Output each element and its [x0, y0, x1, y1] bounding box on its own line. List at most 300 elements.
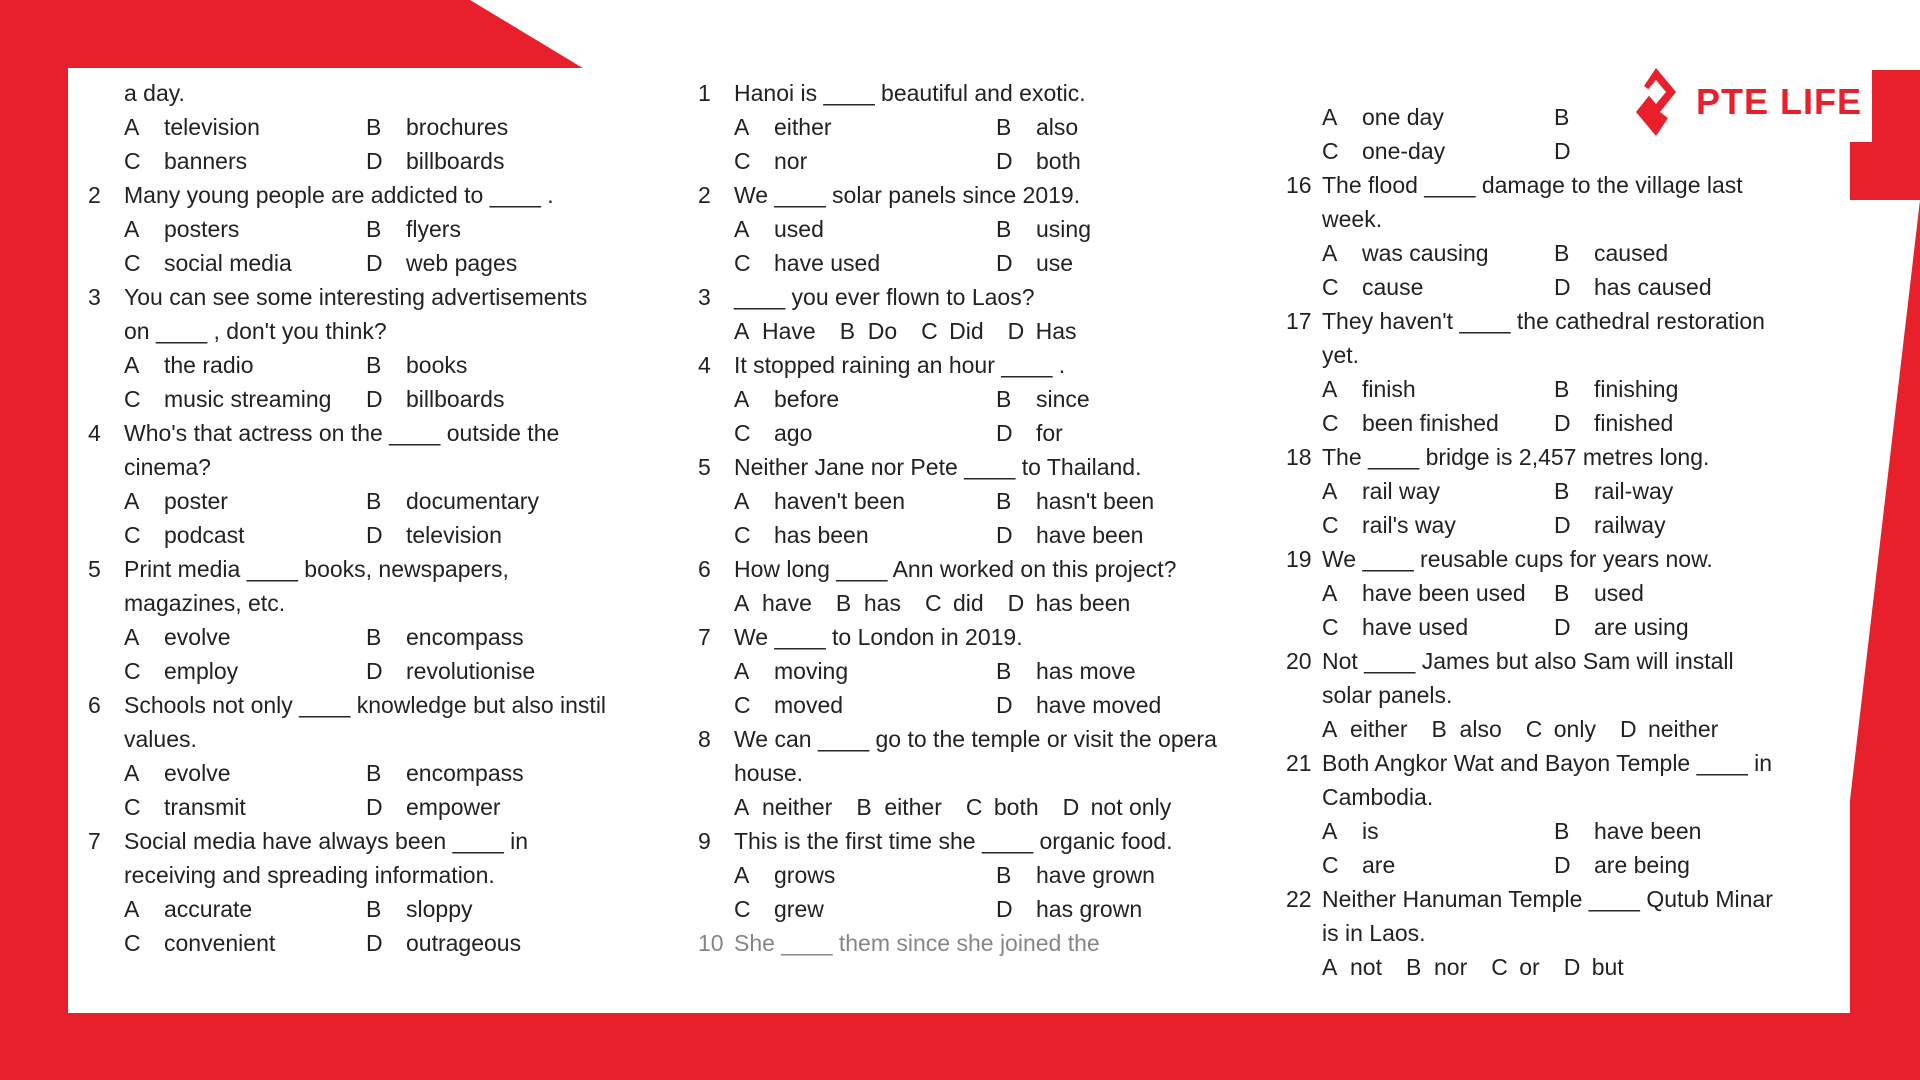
option-letter: A: [124, 114, 140, 140]
option-d[interactable]: [366, 654, 608, 688]
answer-options: [88, 348, 608, 416]
option-letter: C: [124, 250, 141, 276]
option-b[interactable]: [366, 110, 608, 144]
option-a[interactable]: [734, 314, 816, 348]
answer-options: [698, 484, 1258, 552]
question-number: 20: [1286, 648, 1312, 674]
option-text: or: [1519, 954, 1540, 980]
option-text: either: [774, 114, 832, 140]
option-a[interactable]: [124, 348, 366, 382]
option-text: moved: [774, 692, 844, 718]
option-text: has grown: [1036, 896, 1143, 922]
option-text: evolve: [164, 760, 231, 786]
option-text: encompass: [406, 624, 524, 650]
option-text: rail's way: [1362, 512, 1456, 538]
option-letter: A: [734, 216, 750, 242]
option-letter: A: [124, 760, 140, 786]
option-a[interactable]: [124, 892, 366, 926]
option-b[interactable]: [1554, 474, 1786, 508]
option-letter: A: [734, 386, 750, 412]
option-a[interactable]: [1322, 576, 1554, 610]
column-middle: [698, 76, 1258, 960]
option-text: have been used: [1362, 580, 1526, 606]
option-text: either: [1350, 716, 1408, 742]
option-letter: C: [124, 522, 141, 548]
option-b[interactable]: [996, 484, 1258, 518]
option-text: did: [952, 590, 984, 616]
option-text: grew: [774, 896, 824, 922]
question-text: You can see some interesting advertisements on ____ , don't you think?: [124, 284, 588, 344]
option-b[interactable]: [996, 654, 1258, 688]
option-letter: D: [366, 658, 383, 684]
option-d[interactable]: [366, 144, 608, 178]
option-text: flyers: [406, 216, 461, 242]
option-letter: D: [366, 930, 383, 956]
question-20: [1286, 644, 1786, 746]
question-number: 4: [88, 420, 101, 446]
option-letter: A: [1322, 954, 1338, 980]
option-text: also: [1036, 114, 1079, 140]
question-text: How long ____ Ann worked on this project?: [734, 556, 1177, 582]
option-letter: B: [839, 318, 856, 344]
option-letter: C: [124, 794, 141, 820]
option-letter: D: [1007, 318, 1025, 344]
option-c[interactable]: [1526, 712, 1596, 746]
question-number: 21: [1286, 750, 1312, 776]
column-right: [1286, 76, 1786, 984]
option-text: Has: [1035, 318, 1077, 344]
answer-options: [1286, 372, 1786, 440]
answer-options: [698, 314, 1258, 348]
option-b[interactable]: [366, 484, 608, 518]
option-letter: D: [1554, 614, 1571, 640]
option-b[interactable]: [366, 212, 608, 246]
answer-options: [1286, 236, 1786, 304]
option-c[interactable]: [1322, 610, 1554, 644]
option-a[interactable]: [734, 586, 812, 620]
answer-options: [1286, 576, 1786, 644]
pte-life-logo-icon: [1630, 66, 1682, 138]
option-b[interactable]: [840, 314, 897, 348]
option-a[interactable]: [1322, 814, 1554, 848]
option-text: convenient: [164, 930, 276, 956]
option-letter: D: [996, 148, 1013, 174]
question-text: We ____ reusable cups for years now.: [1322, 546, 1713, 572]
top-white-decoration: [470, 0, 1920, 70]
option-d[interactable]: [996, 246, 1258, 280]
option-b[interactable]: [836, 586, 901, 620]
option-b[interactable]: [996, 110, 1258, 144]
question-text: Schools not only ____ knowledge but also instil values.: [124, 692, 607, 752]
answer-options: [1286, 814, 1786, 882]
option-d[interactable]: [366, 518, 608, 552]
option-letter: C: [1322, 274, 1339, 300]
question-text: We can ____ go to the temple or visit the opera house.: [734, 726, 1217, 786]
option-letter: C: [1491, 954, 1508, 980]
option-letter: C: [124, 930, 141, 956]
option-letter: B: [366, 488, 382, 514]
question-19: [1286, 542, 1786, 644]
question-text: It stopped raining an hour ____ .: [734, 352, 1066, 378]
option-letter: B: [1431, 716, 1447, 742]
question-text: We ____ solar panels since 2019.: [734, 182, 1081, 208]
option-b[interactable]: [1554, 576, 1786, 610]
question-6: [88, 688, 608, 824]
option-letter: D: [366, 522, 383, 548]
option-letter: A: [124, 216, 140, 242]
option-c[interactable]: [124, 926, 366, 960]
question-16: [1286, 168, 1786, 304]
option-text: books: [406, 352, 468, 378]
question-10: 10 She ____ them since she joined the: [698, 930, 1100, 956]
option-text: has: [863, 590, 901, 616]
option-c[interactable]: [124, 144, 366, 178]
option-a[interactable]: [124, 212, 366, 246]
option-b[interactable]: [366, 620, 608, 654]
option-c[interactable]: [925, 586, 984, 620]
option-letter: D: [1007, 590, 1025, 616]
option-letter: A: [734, 590, 750, 616]
question-number: 18: [1286, 444, 1312, 470]
option-text: banners: [164, 148, 248, 174]
option-c[interactable]: [1322, 508, 1554, 542]
option-b[interactable]: [1554, 372, 1786, 406]
option-c[interactable]: [124, 654, 366, 688]
option-c[interactable]: [921, 314, 984, 348]
option-text: moving: [774, 658, 849, 684]
option-text: used: [1594, 580, 1644, 606]
option-letter: B: [996, 114, 1012, 140]
option-a[interactable]: [124, 110, 366, 144]
answer-options: [88, 756, 608, 824]
question-4: [88, 416, 608, 552]
option-c[interactable]: [1491, 950, 1539, 984]
option-text: Do: [867, 318, 898, 344]
question-5: [698, 450, 1258, 552]
question-number: 6: [698, 556, 711, 582]
question-number: 17: [1286, 308, 1312, 334]
answer-options: [88, 620, 608, 688]
option-text: television: [406, 522, 502, 548]
option-text: revolutionise: [406, 658, 536, 684]
option-text: but: [1591, 954, 1624, 980]
option-letter: B: [1554, 240, 1570, 266]
option-letter: A: [124, 352, 140, 378]
option-text: since: [1036, 386, 1090, 412]
option-a[interactable]: [734, 110, 996, 144]
option-text: not only: [1090, 794, 1172, 820]
option-text: Have: [762, 318, 816, 344]
question-5: [88, 552, 608, 688]
answer-options: [698, 858, 1258, 926]
question-18: [1286, 440, 1786, 542]
option-letter: D: [1619, 716, 1637, 742]
option-letter: C: [734, 148, 751, 174]
option-c[interactable]: [734, 892, 996, 926]
option-a[interactable]: [734, 484, 996, 518]
question-text: Social media have always been ____ in receiving and spreading information.: [124, 828, 529, 888]
option-text: one-day: [1362, 138, 1446, 164]
option-letter: B: [366, 216, 382, 242]
option-text: evolve: [164, 624, 231, 650]
option-text: haven't been: [774, 488, 906, 514]
option-text: nor: [1433, 954, 1468, 980]
option-text: documentary: [406, 488, 539, 514]
answer-options: [698, 790, 1258, 824]
option-d[interactable]: [1554, 508, 1786, 542]
option-letter: C: [1322, 614, 1339, 640]
option-a[interactable]: [734, 858, 996, 892]
option-c[interactable]: [124, 518, 366, 552]
option-letter: A: [1322, 104, 1338, 130]
question-21: [1286, 746, 1786, 882]
answer-options: [698, 654, 1258, 722]
option-text: both: [993, 794, 1039, 820]
question-3: [698, 280, 1258, 348]
question-text: They haven't ____ the cathedral restoration yet.: [1322, 308, 1765, 368]
option-letter: B: [366, 114, 382, 140]
option-d[interactable]: [366, 382, 608, 416]
option-text: using: [1036, 216, 1091, 242]
option-c[interactable]: [124, 246, 366, 280]
question-number: 16: [1286, 172, 1312, 198]
option-letter: D: [1554, 512, 1571, 538]
option-d[interactable]: [996, 416, 1258, 450]
option-letter: A: [1322, 580, 1338, 606]
option-letter: C: [1525, 716, 1543, 742]
option-letter: D: [366, 148, 383, 174]
option-letter: B: [996, 658, 1012, 684]
question-4: [698, 348, 1258, 450]
question-text: Not ____ James but also Sam will install solar panels.: [1322, 648, 1734, 708]
option-d[interactable]: [1554, 848, 1786, 882]
option-text: both: [1036, 148, 1081, 174]
option-c[interactable]: [734, 688, 996, 722]
option-letter: A: [124, 624, 140, 650]
option-letter: A: [124, 896, 140, 922]
answer-options: [1286, 474, 1786, 542]
question-text: Both Angkor Wat and Bayon Temple ____ in Cambodia.: [1322, 750, 1773, 810]
question-22: [1286, 882, 1786, 984]
option-text: have been: [1036, 522, 1144, 548]
option-text: have: [762, 590, 812, 616]
option-text: been finished: [1362, 410, 1499, 436]
option-letter: B: [835, 590, 852, 616]
option-b[interactable]: [1432, 712, 1502, 746]
option-text: grows: [774, 862, 836, 888]
option-d[interactable]: [366, 790, 608, 824]
option-text: accurate: [164, 896, 253, 922]
option-c[interactable]: [124, 790, 366, 824]
question-text: The flood ____ damage to the village last week.: [1322, 172, 1743, 232]
option-d[interactable]: [1554, 406, 1786, 440]
question-number: 3: [88, 284, 101, 310]
option-letter: B: [996, 386, 1012, 412]
option-letter: A: [734, 862, 750, 888]
option-b[interactable]: [366, 756, 608, 790]
option-letter: B: [366, 624, 382, 650]
option-letter: D: [1062, 794, 1080, 820]
option-letter: D: [996, 250, 1013, 276]
option-a[interactable]: [734, 790, 832, 824]
option-d[interactable]: [1063, 790, 1172, 824]
option-b[interactable]: [1554, 814, 1786, 848]
option-c[interactable]: [1322, 848, 1554, 882]
option-text: employ: [164, 658, 239, 684]
option-letter: C: [124, 658, 141, 684]
question-9: [698, 824, 1258, 926]
question-fragment: a day.: [124, 80, 185, 106]
option-letter: D: [366, 794, 383, 820]
option-text: railway: [1594, 512, 1666, 538]
question-number: 19: [1286, 546, 1312, 572]
option-text: music streaming: [164, 386, 332, 412]
option-d[interactable]: [1008, 314, 1077, 348]
option-d[interactable]: [1564, 950, 1624, 984]
option-text: was causing: [1362, 240, 1489, 266]
option-text: has caused: [1594, 274, 1712, 300]
question-number: 5: [88, 556, 101, 582]
option-a[interactable]: [1322, 236, 1554, 270]
question-number: 3: [698, 284, 711, 310]
option-text: encompass: [406, 760, 524, 786]
option-c[interactable]: [734, 518, 996, 552]
answer-options: [1286, 950, 1786, 984]
option-text: the radio: [164, 352, 254, 378]
option-text: are being: [1594, 852, 1690, 878]
worksheet-page: [68, 68, 1850, 1013]
option-letter: B: [856, 794, 872, 820]
question-text: Who's that actress on the ____ outside the cinema?: [124, 420, 560, 480]
option-text: are: [1362, 852, 1396, 878]
question-number: 9: [698, 828, 711, 854]
option-letter: B: [1554, 580, 1570, 606]
question-3: [88, 280, 608, 416]
option-b[interactable]: [366, 892, 608, 926]
question-number: 1: [698, 80, 711, 106]
option-letter: D: [1554, 274, 1571, 300]
option-text: rail way: [1362, 478, 1440, 504]
option-text: have used: [774, 250, 881, 276]
option-c[interactable]: [124, 382, 366, 416]
option-d[interactable]: [1620, 712, 1718, 746]
option-letter: C: [124, 148, 141, 174]
option-text: have been: [1594, 818, 1702, 844]
option-c[interactable]: [1322, 406, 1554, 440]
question-number: 8: [698, 726, 711, 752]
option-a[interactable]: [1322, 474, 1554, 508]
option-text: web pages: [406, 250, 518, 276]
option-letter: D: [996, 522, 1013, 548]
option-text: billboards: [406, 148, 505, 174]
option-a[interactable]: [1322, 950, 1382, 984]
option-d[interactable]: [1554, 270, 1786, 304]
option-letter: B: [1405, 954, 1422, 980]
option-d[interactable]: [996, 688, 1258, 722]
question-text: ____ you ever flown to Laos?: [734, 284, 1035, 310]
option-a[interactable]: [734, 212, 996, 246]
option-letter: D: [996, 692, 1013, 718]
option-letter: A: [734, 114, 750, 140]
option-letter: B: [366, 760, 382, 786]
option-b[interactable]: [1406, 950, 1467, 984]
option-b[interactable]: [996, 382, 1258, 416]
option-d[interactable]: [1008, 586, 1131, 620]
option-c[interactable]: [734, 144, 996, 178]
option-text: social media: [164, 250, 292, 276]
option-c[interactable]: [1322, 270, 1554, 304]
question-text: Print media ____ books, newspapers, magazines, etc.: [124, 556, 509, 616]
option-b[interactable]: [996, 858, 1258, 892]
option-d[interactable]: [1554, 610, 1786, 644]
option-text: before: [774, 386, 840, 412]
option-text: has move: [1036, 658, 1136, 684]
option-a[interactable]: [1322, 372, 1554, 406]
question-number: 2: [698, 182, 711, 208]
option-text: ago: [774, 420, 813, 446]
option-d[interactable]: [996, 892, 1258, 926]
option-a[interactable]: [124, 756, 366, 790]
option-text: neither: [1647, 716, 1719, 742]
question-text: We ____ to London in 2019.: [734, 624, 1023, 650]
brand-logo: [1620, 62, 1872, 142]
question-17: [1286, 304, 1786, 440]
option-d[interactable]: [996, 144, 1258, 178]
answer-options: [698, 110, 1258, 178]
option-c[interactable]: [966, 790, 1039, 824]
option-text: not: [1350, 954, 1382, 980]
option-c[interactable]: [734, 246, 996, 280]
option-text: posters: [164, 216, 240, 242]
option-b[interactable]: [366, 348, 608, 382]
option-d[interactable]: [996, 518, 1258, 552]
option-text: rail-way: [1594, 478, 1674, 504]
option-text: sloppy: [406, 896, 473, 922]
option-d[interactable]: [366, 926, 608, 960]
option-text: billboards: [406, 386, 505, 412]
answer-options: [698, 212, 1258, 280]
option-b[interactable]: [996, 212, 1258, 246]
option-a[interactable]: [734, 382, 996, 416]
question-2: [698, 178, 1258, 280]
option-text: is: [1362, 818, 1379, 844]
option-c[interactable]: [1322, 134, 1554, 168]
question-2: [88, 178, 608, 280]
option-text: neither: [762, 794, 833, 820]
option-text: poster: [164, 488, 228, 514]
option-a[interactable]: [124, 620, 366, 654]
option-a[interactable]: [1322, 100, 1554, 134]
option-a[interactable]: [124, 484, 366, 518]
option-letter: A: [1322, 240, 1338, 266]
option-b[interactable]: [1554, 236, 1786, 270]
option-b[interactable]: [856, 790, 942, 824]
option-text: finish: [1362, 376, 1416, 402]
option-letter: C: [734, 692, 751, 718]
option-letter: A: [1322, 376, 1338, 402]
option-d[interactable]: [366, 246, 608, 280]
option-letter: B: [366, 896, 382, 922]
answer-options: [88, 212, 608, 280]
question-number: 4: [698, 352, 711, 378]
option-text: use: [1036, 250, 1074, 276]
option-letter: B: [1554, 376, 1570, 402]
option-a[interactable]: [1322, 712, 1408, 746]
option-text: have moved: [1036, 692, 1162, 718]
option-text: outrageous: [406, 930, 522, 956]
option-a[interactable]: [734, 654, 996, 688]
option-c[interactable]: [734, 416, 996, 450]
